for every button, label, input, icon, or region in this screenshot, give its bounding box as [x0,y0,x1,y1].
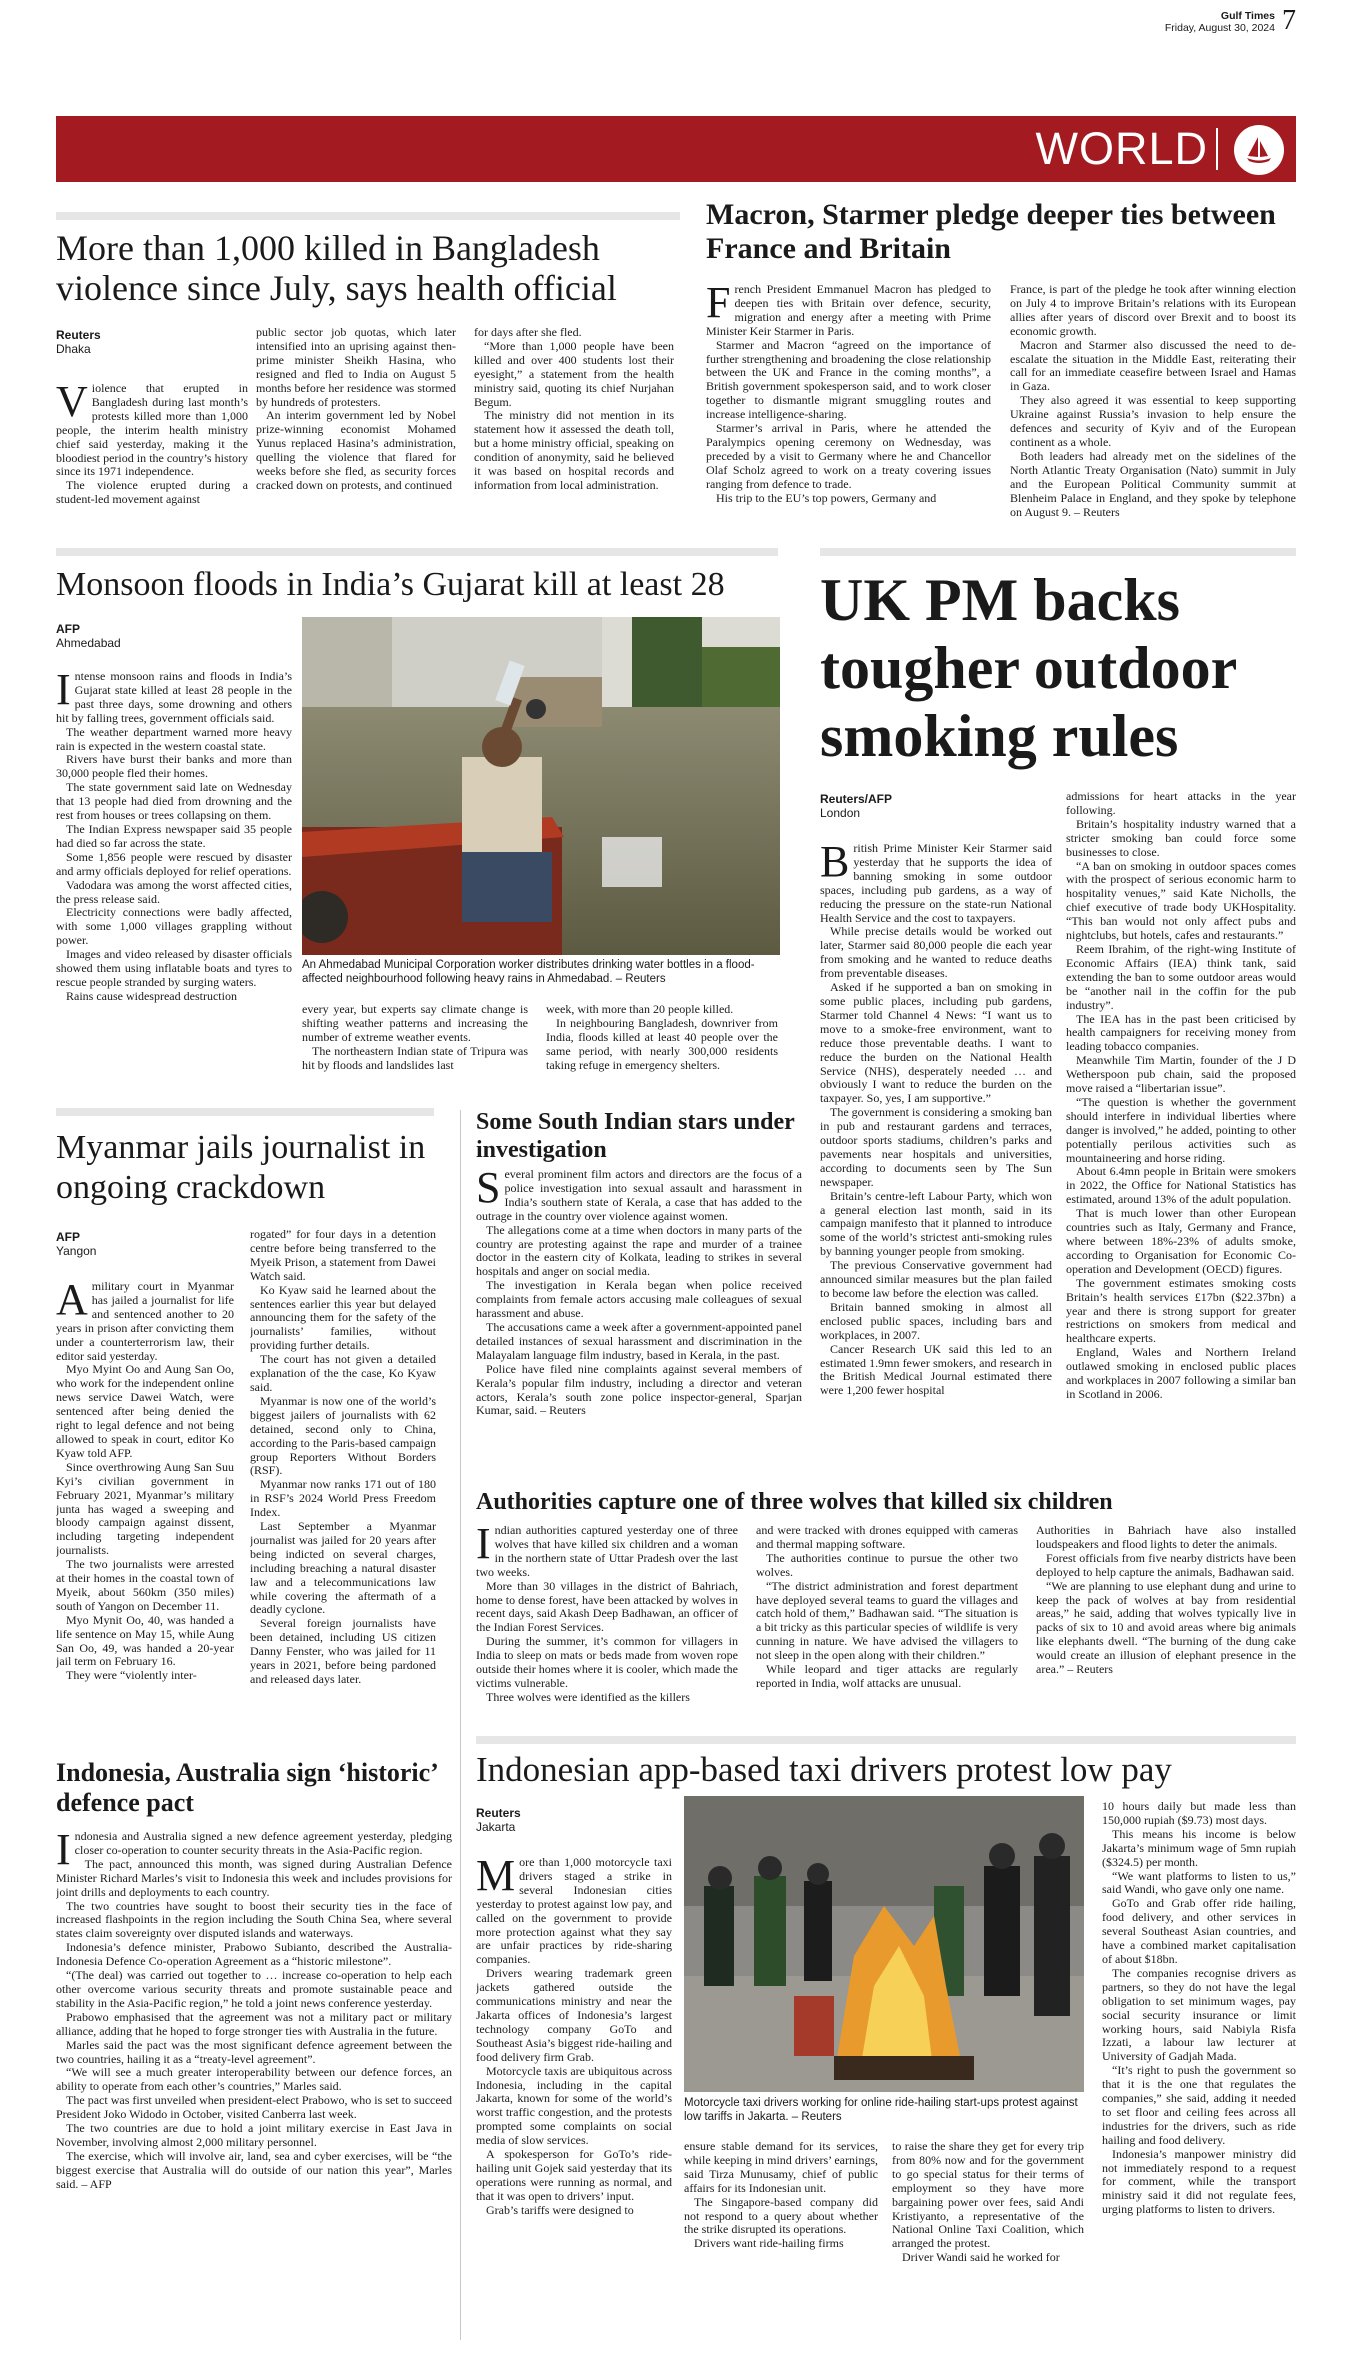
smoking-headline: UK PM backs tougher outdoor smoking rules [820,567,1237,769]
monsoon-headline: Monsoon floods in India’s Gujarat kill at least 28 [56,566,725,603]
smoking-col-1: British Prime Minister Keir Starmer said yesterday that he supports the idea of banning smoking in some outdoor spaces, including pub gardens, as a way of reducing the pressure on the state-run National Health Service and the cost to taxpayers. While precise details would be worked out later, Starmer said 80,000 people die each year from smoking and he wanted to reduce deaths from preventable diseases. Asked if he supported a ban on smoking in some public places, including pub gardens, Starmer told Channel 4 News: “I want us to move to a smoke-free environment, want to reduce those preventable deaths. I want to reduce the burden on the National Health Service (NHS), desperately needed … and obviously I want to reduce the burden on the taxpayer. So, yes, I am supportive.” The government is considering a smoking ban in pub and restaurant gardens and terraces, outdoor sports stadiums, children’s parks and pavements near hospitals and universities, according to documents seen by The Sun newspaper. Britain’s centre-left Labour Party, which won a general election last month, said in its campaign manifesto that it planned to introduce some of the world’s strictest anti-smoking rules by banning younger people from smoking. The previous Conservative government had announced similar measures but the plan failed to become law before the election was called. Britain banned smoking in almost all enclosed public spaces, including bars and workplaces, in 2007. Cancer Research UK said this led to an estimated 1.9mn fewer smokers, and research in the British Medical Journal estimated there were 1,200 fewer hospital [820,842,1052,1398]
monsoon-byline: AFP Ahmedabad [56,622,121,650]
defence-headline: Indonesia, Australia sign ‘historic’ defence pact [56,1758,437,1817]
section-rule [56,1108,434,1116]
southindia-headline: Some South Indian stars under investigation [476,1109,795,1163]
macron-col-1: French President Emmanuel Macron has pledged to deepen ties with Britain over defence, security, migration and energy after a meeting with Prime Minister Keir Starmer in Paris. Starmer and Macron “agreed on the importance of further strengthening and broadening the close relationship between the UK and France in the coming months”, a British government spokesperson said, and to work closer together to dismantle migrant smuggling routes and increase intelligence-sharing. Starmer’s arrival in Paris, where he attended the Paralympics opening ceremony on Wednesday, was preceded by a visit to Germany where he and Chancellor Olaf Scholz agreed to work on a treaty covering issues ranging from defence to trade. His trip to the EU’s top powers, Germany and [706,283,991,505]
flood-photo-caption: An Ahmedabad Municipal Corporation worker distributes drinking water bottles in a flood-affected neighbourhood following heavy rains in Ahmedabad. – Reuters [302,959,755,985]
monsoon-col-2: every year, but experts say climate change is shifting weather patterns and increasing the number of extreme weather events. The northeastern Indian state of Tripura was hit by floods and landslides last [302,1003,528,1072]
section-divider [1216,128,1218,170]
taxi-byline: Reuters Jakarta [476,1806,521,1834]
bangladesh-col-3: for days after she fled. “More than 1,000 people have been killed and over 400 students lost their eyesight,” a statement from the health ministry said, quoting its chief Nurjahan Begum. The ministry did not mention in its statement how it assessed the death toll, but a home ministry official, speaking on condition of anonymity, said he believed it was based on hospital records and information from local administration. [474,326,674,492]
wolves-headline: Authorities capture one of three wolves that killed six children [476,1489,1113,1515]
section-rule [820,548,1296,556]
page-number: 7 [1282,5,1296,36]
myanmar-col-1: A military court in Myanmar has jailed a journalist for life and sentenced another to 20 years in prison after convicting them under a counterterrorism law, their editor said yesterday. Myo Myint Oo and Aung San Oo, who work for the independent online news service Dawei Watch, were sentenced after being denied the right to legal defence and not being allowed to speak in court, editor Ko Kyaw told AFP. Since overthrowing Aung San Suu Kyi’s civilian government in February 2021, Myanmar’s military junta has waged a sweeping and bloody campaign against dissent, including targeting independent journalists. The two journalists were arrested at their homes in the coastal town of Myeik, about 560km (350 miles) south of Yangon on December 11. Myo Mynit Oo, 40, was handed a life sentence on May 15, while Aung San Oo, 49, was handed a 20-year jail term on February 16. They were “violently inter- [56,1280,234,1683]
section-rule [56,212,680,220]
monsoon-col-3: week, with more than 20 people killed. In neighbouring Bangladesh, downriver from India, floods killed at least 40 people over the same period, with nearly 300,000 residents taking refuge in emergency shelters. [546,1003,778,1072]
macron-headline: Macron, Starmer pledge deeper ties between France and Britain [706,198,1276,265]
masthead-meta [1165,10,1275,34]
section-banner [56,116,1296,182]
protest-photo [684,1796,1084,2092]
bangladesh-byline: Reuters Dhaka [56,328,101,356]
smoking-byline: Reuters/AFP London [820,792,893,820]
southindia-col: Several prominent film actors and directors are the focus of a police investigation into sexual assault and harassment in India’s southern state of Kerala, a case that has added to the outrage in the country over violence against women. The allegations come at a time when doctors in many parts of the country are protesting against the rape and murder of a trainee doctor in the eastern city of Kolkata, leading to strikes in several hospitals and anger on social media. The investigation in Kerala began when police received complaints from female actors accusing male colleagues of sexual harassment and abuse. The accusations came a week after a government-appointed panel detailed instances of sexual harassment and discrimination in the Malayalam language film industry, based in Kerala, in the past. Police have filed nine complaints against several members of Kerala’s popular film industry, including a director and veteran actors, Kerala’s south zone police inspector-general, Sparjan Kumar, said. – Reuters [476,1168,802,1418]
section-rule [56,548,778,556]
taxi-col-2: ensure stable demand for its services, while keeping in mind drivers’ earnings, said Tirza Munusamy, chief of public affairs for its Indonesian unit. The Singapore-based company did not respond to a query about whether the strike disrupted its operations. Drivers want ride-hailing firms [684,2140,878,2251]
taxi-col-1: More than 1,000 motorcycle taxi drivers staged a strike in several Indonesian cities yesterday to protest against low pay, and called on the government to provide more protection against what they say are unfair practices by ride-sharing companies. Drivers wearing trademark green jackets gathered outside the communications ministry and near the Jakarta offices of Indonesia’s largest technology company GoTo and Southeast Asia’s biggest ride-hailing and food delivery firm Grab. Motorcycle taxis are ubiquitous across Indonesia, including in the capital Jakarta, known for some of the world’s worst traffic congestion, and the protests prompted some complaints on social media of slow services. A spokesperson for GoTo’s ride-hailing unit Gojek said yesterday that its operations were running as normal, and that it was open to drivers’ input. Grab’s tariffs were designed to [476,1856,672,2217]
taxi-headline: Indonesian app-based taxi drivers protest low pay [476,1750,1172,1789]
myanmar-col-2: rogated” for four days in a detention centre before being transferred to the Myeik Prison, a statement from Dawei Watch said. Ko Kyaw said he learned about the sentences earlier this year but delayed announcing them for the safety of the journalists’ families, without providing further details. The court has not given a detailed explanation of the the case, Ko Kyaw said. Myanmar is now one of the world’s biggest jailers of journalists with 62 detained, second only to China, according to the Paris-based campaign group Reporters Without Borders (RSF). Myanmar now ranks 171 out of 180 in RSF’s 2024 World Press Freedom Index. Last September a Myanmar journalist was jailed for 20 years after being indicted on several charges, including breaching a natural disaster law and a telecommunications law while covering the aftermath of a deadly cyclone. Several foreign journalists have been detained, including US citizen Danny Fenster, who was jailed for 11 years in 2021, before being pardoned and released days later. [250,1228,436,1686]
section-title: WORLD [1035,123,1208,174]
wolves-col-1: Indian authorities captured yesterday one of three wolves that have killed six children and a woman in the northern state of Uttar Pradesh over the last two weeks. More than 30 villages in the district of Bahriach, home to dense forest, have been attacked by wolves in recent days, said Akash Deep Badhawan, an officer of the Indian Forest Services. During the summer, it’s common for villagers in India to sleep on mats or beds made from woven rope outside their homes where it is cooler, which made the victims vulnerable. Three wolves were identified as the killers [476,1524,738,1704]
monsoon-col-1: Intense monsoon rains and floods in India’s Gujarat state killed at least 28 people in the past three days, some drowning and others hit by falling trees, government officials said. The weather department warned more heavy rain is expected in the western coastal state. Rivers have burst their banks and more than 30,000 people fled their homes. The state government said late on Wednesday that 13 people had died from drowning and the rest from houses or trees collapsing on them. The Indian Express newspaper said 35 people had died so far across the state. Some 1,856 people were rescued by disaster and army officials deployed for relief operations. Vadodara was among the worst affected cities, the press release said. Electricity connections were badly affected, with some 1,000 villages grappling without power. Images and video released by disaster officials showed them using inflatable boats and tyres to rescue people stranded by surging waters. Rains cause widespread destruction [56,670,292,1003]
macron-col-2: France, is part of the pledge he took after winning election on July 4 to improve Britain’s relations with its European allies after years of discord over Brexit and to boost its economic growth. Macron and Starmer also discussed the need to de-escalate the situation in the Middle East, reiterating their call for an immediate ceasefire between Israel and Hamas in Gaza. They also agreed it was essential to keep supporting Ukraine against Russia’s invasion to help ensure the defences and security of Kyiv and of the European continent as a whole. Both leaders had already met on the sidelines of the North Atlantic Treaty Organisation (Nato) summit in July and the European Political Community summit at Blenheim Palace in England, and they spoke by telephone on August 9. – Reuters [1010,283,1296,519]
column-divider [460,1110,461,2340]
myanmar-byline: AFP Yangon [56,1230,97,1258]
taxi-col-4: 10 hours daily but made less than 150,000 rupiah ($9.73) most days. This means his income is below Jakarta’s minimum wage of 5mn rupiah ($324.5) per month. “We want platforms to listen to us,” said Wandi, who gave only one name. GoTo and Grab offer ride hailing, food delivery, and other services in several Southeast Asian countries, and have a combined market capitalisation of about $18bn. The companies recognise drivers as partners, so they do not have the legal obligation to set minimum wages, pay social security insurance or limit working hours, said Nabiyla Risfa Izzati, a labour law lecturer at University of Gadjah Mada. “It’s right to push the government so that it is the one that regulates the companies,” she said, adding it needed to set floor and ceiling fees across all industries for the drivers, such as ride hailing and food delivery. Indonesia’s manpower ministry did not immediately respond to a request for comment, while the transport ministry said it did not regulate fees, urging platforms to listen to drivers. [1102,1800,1296,2217]
section-rule [476,1736,1296,1744]
wolves-col-3: Authorities in Bahriach have also installed loudspeakers and flood lights to deter the animals. Forest officials from five nearby districts have been deployed to help capture the animals, Badhawan said. “We are planning to use elephant dung and urine to keep the pack of wolves at bay from residential areas,” he said, adding that wolves typically live in packs of six to 10 and avoid areas where big animals like elephants dwell. “The burning of the dung cake would create an illusion of elephant presence in the area.” – Reuters [1036,1524,1296,1677]
taxi-col-3: to raise the share they get for every trip from 80% now and for the government to go special status for their terms of employment so they have more bargaining power over fees, said Andi Kristiyanto, a representative of the National Online Taxi Coalition, which arranged the protest. Driver Wandi said he worked for [892,2140,1084,2265]
issue-date: Friday, August 30, 2024 [1164,22,1275,34]
bangladesh-col-1: Violence that erupted in Bangladesh during last month’s protests killed more than 1,000 people, the interim health ministry chief said yesterday, making it the bloodiest period in the country’s history since its 1971 independence. The violence erupted during a student-led movement against [56,382,248,507]
protest-photo-caption: Motorcycle taxi drivers working for online ride-hailing start-ups protest against low tariffs in Jakarta. – Reuters [684,2097,1078,2123]
smoking-col-2: admissions for heart attacks in the year following. Britain’s hospitality industry warned that a stricter smoking ban could force some businesses to close. “A ban on smoking in outdoor spaces comes with the prospect of serious economic harm to hospitality venues,” said Kate Nicholls, the chief executive of trade body UKHospitality. “This ban would not only affect pubs and nightclubs, but hotels, cafes and restaurants.” Reem Ibrahim, of the right-wing Institute of Economic Affairs (IEA) think tank, said extending the ban to some outdoor areas would be “another nail in the coffin for the pub industry”. The IEA has in the past been criticised by health campaigners for receiving money from leading tobacco companies. Meanwhile Tim Martin, founder of the J D Wetherspoon pub chain, said the proposed move raised a “libertarian issue”. “The question is whether the government should interfere in individual liberties where danger is involved,” he added, pointing to other potentially perilous activities such as mountaineering and horse riding. About 6.4mn people in Britain were smokers in 2022, the Office for National Statistics has estimated, around 13% of the adult population. That is much lower than other European countries such as Italy, Germany and France, where between 18%-23% of adults smoke, according to Organisation for Economic Co-operation and Development (OECD) figures. The government estimates smoking costs Britain’s health services £17bn ($22.37bn) a year and there is strong support for greater restrictions on smokers from medical and healthcare experts. England, Wales and Northern Ireland outlawed smoking in enclosed public places and workplaces in 2007 following a similar ban in Scotland in 2006. [1066,790,1296,1401]
wolves-col-2: and were tracked with drones equipped with cameras and thermal mapping software. The authorities continue to pursue the other two wolves. “The district administration and forest department have deployed several teams to guard the villages and catch hold of them,” Badhawan said. “The situation is a bit tricky as this particular species of wildlife is very cunning in nature. We have advised the villagers to not sleep in the open along with their children.” While leopard and tiger attacks are regularly reported in India, wolf attacks are unusual. [756,1524,1018,1690]
myanmar-headline: Myanmar jails journalist in ongoing crackdown [56,1129,426,1206]
bangladesh-headline: More than 1,000 killed in Bangladesh violence since July, says health official [56,228,617,308]
dhow-logo-icon [1234,125,1284,175]
paper-name: Gulf Times [1220,10,1275,22]
flood-photo [302,617,780,955]
defence-col: Indonesia and Australia signed a new defence agreement yesterday, pledging closer co-operation to counter security threats in the Asia-Pacific region. The pact, announced this month, was signed during Australian Defence Minister Richard Marles’s visit to Indonesia this week and includes provisions for joint drills and deployments to each country. The two countries have sought to boost their security ties in the face of increased flashpoints in the region including the South China Sea, where several states claim sovereignty over disputed islands and waterways. Indonesia’s defence minister, Prabowo Subianto, described the Australia-Indonesia Defence Co-operation Agreement as a “historic milestone”. “(The deal) was carried out together to … increase co-operation to help each other overcome various security threats and promote sustainable peace and stability in the Asia-Pacific region,” he told a joint news conference yesterday. Prabowo emphasised that the agreement was not a military pact or military alliance, adding that he hoped to forge stronger ties with Australia in the future. Marles said the pact was the most significant defence agreement between the two countries, hailing it as a “treaty-level agreement”. “We will see a much greater interoperability between our defence forces, an ability to operate from each other’s countries,” Marles said. The pact was first unveiled when president-elect Prabowo, who is set to succeed President Joko Widodo in October, visited Canberra last week. The two countries are due to hold a joint military exercise in East Java in November, involving almost 2,000 military personnel. The exercise, which will involve air, land, sea and cyber exercises, will be “the biggest exercise that Australia will do outside of our nation this year”, Marles said. – AFP [56,1830,452,2191]
bangladesh-col-2: public sector job quotas, which later intensified into an uprising against then-prime minister Sheikh Hasina, who resigned and fled to India on August 5 months before her residence was stormed by hundreds of protesters. An interim government led by Nobel prize-winning economist Mohamed Yunus replaced Hasina’s administration, quelling the violence that flared for weeks before she fled, as security forces cracked down on protests, and continued [256,326,456,492]
